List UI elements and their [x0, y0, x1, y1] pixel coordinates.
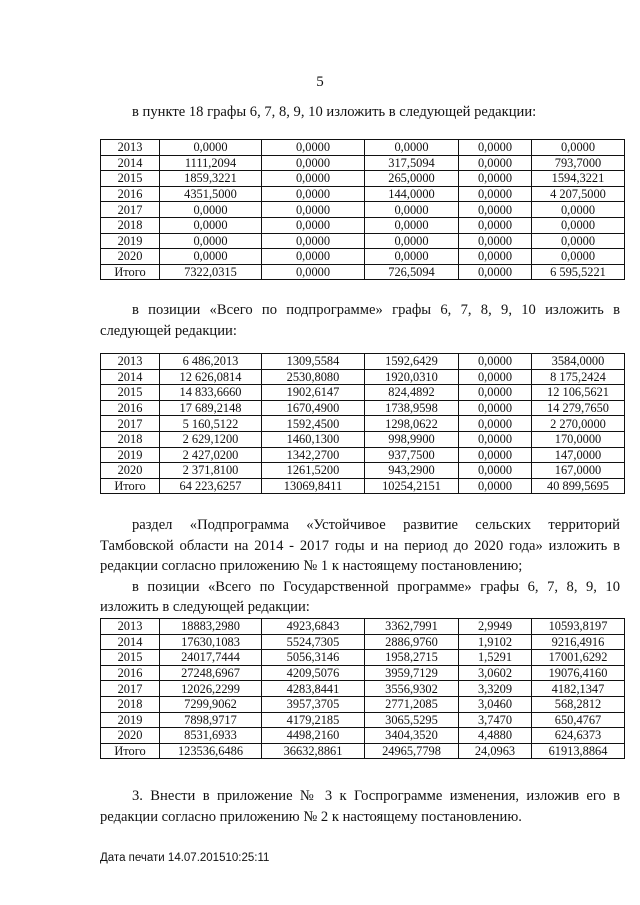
paragraph-line: 3. Внести в приложение № 3 к Госпрограмме изменения, изложив его в [132, 788, 620, 804]
value-cell: 4182,1347 [532, 681, 625, 697]
value-cell: 2 371,8100 [160, 463, 262, 479]
value-cell: 61913,8864 [532, 743, 625, 759]
value-cell: 0,0000 [365, 249, 459, 265]
value-cell: 5524,7305 [262, 634, 365, 650]
value-cell: 4,4880 [459, 728, 532, 744]
table-state-program-total [100, 618, 625, 759]
value-cell: 0,0000 [459, 447, 532, 463]
value-cell: 6 486,2013 [160, 354, 262, 370]
value-cell: 0,0000 [459, 385, 532, 401]
value-cell: 12026,2299 [160, 681, 262, 697]
value-cell: 0,0000 [459, 140, 532, 156]
value-cell: 0,0000 [262, 217, 365, 233]
table-row [101, 447, 625, 463]
table-row [101, 385, 625, 401]
year-cell: 2020 [101, 463, 160, 479]
table-row [101, 681, 625, 697]
year-cell: 2020 [101, 249, 160, 265]
paragraph-section-replacement [100, 515, 620, 618]
year-cell: 2018 [101, 431, 160, 447]
value-cell: 147,0000 [532, 447, 625, 463]
value-cell: 170,0000 [532, 431, 625, 447]
value-cell: 4283,8441 [262, 681, 365, 697]
value-cell: 0,0000 [532, 140, 625, 156]
value-cell: 0,0000 [262, 186, 365, 202]
value-cell: 14 833,6660 [160, 385, 262, 401]
value-cell: 793,7000 [532, 155, 625, 171]
table-row [101, 233, 625, 249]
value-cell: 17001,6292 [532, 650, 625, 666]
value-cell: 3404,3520 [365, 728, 459, 744]
value-cell: 0,0000 [365, 202, 459, 218]
value-cell: 0,0000 [459, 155, 532, 171]
value-cell: 0,0000 [459, 354, 532, 370]
year-cell: Итого [101, 478, 160, 494]
value-cell: 167,0000 [532, 463, 625, 479]
value-cell: 2,9949 [459, 619, 532, 635]
paragraph-appendix-3 [100, 786, 620, 827]
page-number: 5 [316, 74, 324, 90]
value-cell: 3362,7991 [365, 619, 459, 635]
value-cell: 7299,9062 [160, 696, 262, 712]
value-cell: 1309,5584 [262, 354, 365, 370]
table-point-18 [100, 139, 625, 280]
table-row [101, 743, 625, 759]
value-cell: 0,0000 [160, 140, 262, 156]
value-cell: 1592,4500 [262, 416, 365, 432]
year-cell: 2019 [101, 712, 160, 728]
value-cell: 12 626,0814 [160, 369, 262, 385]
value-cell: 1342,2700 [262, 447, 365, 463]
value-cell: 7322,0315 [160, 264, 262, 280]
table-row [101, 400, 625, 416]
table-row [101, 202, 625, 218]
value-cell: 8531,6933 [160, 728, 262, 744]
value-cell: 2 427,0200 [160, 447, 262, 463]
value-cell: 3556,9302 [365, 681, 459, 697]
value-cell: 0,0000 [532, 217, 625, 233]
year-cell: 2013 [101, 140, 160, 156]
table-subprogram-total [100, 353, 625, 494]
table-row [101, 155, 625, 171]
value-cell: 1,9102 [459, 634, 532, 650]
value-cell: 123536,6486 [160, 743, 262, 759]
value-cell: 0,0000 [459, 369, 532, 385]
value-cell: 36632,8861 [262, 743, 365, 759]
paragraph-line: следующей редакции: [100, 322, 237, 339]
value-cell: 3959,7129 [365, 665, 459, 681]
paragraph-line: редакции согласно приложению № 2 к настоящему постановлению. [100, 808, 522, 825]
value-cell: 24017,7444 [160, 650, 262, 666]
table-row [101, 217, 625, 233]
table-row [101, 478, 625, 494]
value-cell: 0,0000 [365, 233, 459, 249]
value-cell: 0,0000 [262, 155, 365, 171]
value-cell: 0,0000 [160, 217, 262, 233]
value-cell: 0,0000 [262, 140, 365, 156]
value-cell: 13069,8411 [262, 478, 365, 494]
value-cell: 726,5094 [365, 264, 459, 280]
year-cell: 2014 [101, 155, 160, 171]
paragraph-line: изложить в следующей редакции: [100, 599, 310, 615]
table-row [101, 369, 625, 385]
value-cell: 1,5291 [459, 650, 532, 666]
value-cell: 4351,5000 [160, 186, 262, 202]
value-cell: 0,0000 [160, 249, 262, 265]
value-cell: 2 270,0000 [532, 416, 625, 432]
value-cell: 2886,9760 [365, 634, 459, 650]
year-cell: 2016 [101, 186, 160, 202]
year-cell: 2015 [101, 385, 160, 401]
value-cell: 937,7500 [365, 447, 459, 463]
value-cell: 17 689,2148 [160, 400, 262, 416]
value-cell: 943,2900 [365, 463, 459, 479]
value-cell: 12 106,5621 [532, 385, 625, 401]
table-row [101, 140, 625, 156]
intro-line: в пункте 18 графы 6, 7, 8, 9, 10 изложить в следующей редакции: [132, 104, 537, 120]
value-cell: 1594,3221 [532, 171, 625, 187]
table-row [101, 712, 625, 728]
year-cell: 2016 [101, 665, 160, 681]
paragraph-subprogram-total [100, 300, 620, 341]
year-cell: 2013 [101, 354, 160, 370]
value-cell: 24,0963 [459, 743, 532, 759]
year-cell: 2018 [101, 696, 160, 712]
value-cell: 1958,2715 [365, 650, 459, 666]
print-date-footer: Дата печати 14.07.201510:25:11 [100, 852, 270, 864]
table-row [101, 171, 625, 187]
table-row [101, 431, 625, 447]
value-cell: 1592,6429 [365, 354, 459, 370]
paragraph-line: в позиции «Всего по подпрограмме» графы 6, 7, 8, 9, 10 изложить в [132, 302, 620, 318]
value-cell: 0,0000 [459, 249, 532, 265]
year-cell: 2014 [101, 634, 160, 650]
table-row [101, 186, 625, 202]
value-cell: 0,0000 [365, 140, 459, 156]
value-cell: 4209,5076 [262, 665, 365, 681]
value-cell: 2530,8080 [262, 369, 365, 385]
year-cell: 2018 [101, 217, 160, 233]
year-cell: 2017 [101, 681, 160, 697]
value-cell: 265,0000 [365, 171, 459, 187]
value-cell: 4498,2160 [262, 728, 365, 744]
value-cell: 24965,7798 [365, 743, 459, 759]
year-cell: Итого [101, 743, 160, 759]
value-cell: 40 899,5695 [532, 478, 625, 494]
value-cell: 0,0000 [459, 202, 532, 218]
value-cell: 2771,2085 [365, 696, 459, 712]
value-cell: 9216,4916 [532, 634, 625, 650]
value-cell: 0,0000 [459, 416, 532, 432]
value-cell: 824,4892 [365, 385, 459, 401]
table-row [101, 650, 625, 666]
value-cell: 3957,3705 [262, 696, 365, 712]
year-cell: 2016 [101, 400, 160, 416]
value-cell: 0,0000 [365, 217, 459, 233]
value-cell: 568,2812 [532, 696, 625, 712]
table-row [101, 665, 625, 681]
paragraph-line: Тамбовской области на 2014 - 2017 годы и на период до 2020 года» изложить в [100, 537, 620, 554]
value-cell: 1261,5200 [262, 463, 365, 479]
value-cell: 6 595,5221 [532, 264, 625, 280]
value-cell: 27248,6967 [160, 665, 262, 681]
value-cell: 0,0000 [459, 264, 532, 280]
year-cell: 2017 [101, 202, 160, 218]
value-cell: 0,0000 [262, 171, 365, 187]
value-cell: 0,0000 [459, 478, 532, 494]
year-cell: Итого [101, 264, 160, 280]
table-row [101, 416, 625, 432]
value-cell: 0,0000 [532, 249, 625, 265]
value-cell: 7898,9717 [160, 712, 262, 728]
value-cell: 998,9900 [365, 431, 459, 447]
value-cell: 0,0000 [160, 233, 262, 249]
value-cell: 144,0000 [365, 186, 459, 202]
year-cell: 2019 [101, 447, 160, 463]
year-cell: 2013 [101, 619, 160, 635]
value-cell: 3584,0000 [532, 354, 625, 370]
value-cell: 0,0000 [262, 202, 365, 218]
value-cell: 0,0000 [459, 186, 532, 202]
value-cell: 4923,6843 [262, 619, 365, 635]
value-cell: 0,0000 [160, 202, 262, 218]
value-cell: 0,0000 [459, 233, 532, 249]
value-cell: 3065,5295 [365, 712, 459, 728]
value-cell: 3,3209 [459, 681, 532, 697]
table-row [101, 249, 625, 265]
value-cell: 18883,2980 [160, 619, 262, 635]
year-cell: 2020 [101, 728, 160, 744]
value-cell: 650,4767 [532, 712, 625, 728]
table-row [101, 634, 625, 650]
value-cell: 1298,0622 [365, 416, 459, 432]
value-cell: 5056,3146 [262, 650, 365, 666]
value-cell: 0,0000 [532, 202, 625, 218]
table-row [101, 354, 625, 370]
table-row [101, 696, 625, 712]
value-cell: 64 223,6257 [160, 478, 262, 494]
value-cell: 4 207,5000 [532, 186, 625, 202]
paragraph-line: раздел «Подпрограмма «Устойчивое развитие сельских территорий [132, 517, 620, 533]
value-cell: 5 160,5122 [160, 416, 262, 432]
value-cell: 1111,2094 [160, 155, 262, 171]
value-cell: 1670,4900 [262, 400, 365, 416]
value-cell: 0,0000 [459, 217, 532, 233]
value-cell: 1738,9598 [365, 400, 459, 416]
year-cell: 2015 [101, 650, 160, 666]
table-row [101, 619, 625, 635]
value-cell: 2 629,1200 [160, 431, 262, 447]
value-cell: 4179,2185 [262, 712, 365, 728]
value-cell: 14 279,7650 [532, 400, 625, 416]
paragraph-line: редакции согласно приложению № 1 к настоящему постановлению; [100, 558, 523, 574]
value-cell: 0,0000 [459, 463, 532, 479]
value-cell: 0,0000 [262, 264, 365, 280]
value-cell: 0,0000 [459, 171, 532, 187]
value-cell: 1902,6147 [262, 385, 365, 401]
value-cell: 0,0000 [459, 431, 532, 447]
value-cell: 0,0000 [262, 249, 365, 265]
year-cell: 2019 [101, 233, 160, 249]
table-row [101, 463, 625, 479]
paragraph-line: в позиции «Всего по Государственной программе» графы 6, 7, 8, 9, 10 [132, 578, 620, 595]
table-row [101, 728, 625, 744]
value-cell: 1859,3221 [160, 171, 262, 187]
year-cell: 2017 [101, 416, 160, 432]
value-cell: 0,0000 [532, 233, 625, 249]
value-cell: 17630,1083 [160, 634, 262, 650]
value-cell: 0,0000 [459, 400, 532, 416]
value-cell: 10254,2151 [365, 478, 459, 494]
value-cell: 3,7470 [459, 712, 532, 728]
value-cell: 317,5094 [365, 155, 459, 171]
year-cell: 2014 [101, 369, 160, 385]
value-cell: 10593,8197 [532, 619, 625, 635]
value-cell: 8 175,2424 [532, 369, 625, 385]
table-row [101, 264, 625, 280]
value-cell: 0,0000 [262, 233, 365, 249]
value-cell: 1920,0310 [365, 369, 459, 385]
value-cell: 3,0460 [459, 696, 532, 712]
value-cell: 1460,1300 [262, 431, 365, 447]
value-cell: 3,0602 [459, 665, 532, 681]
value-cell: 624,6373 [532, 728, 625, 744]
year-cell: 2015 [101, 171, 160, 187]
value-cell: 19076,4160 [532, 665, 625, 681]
